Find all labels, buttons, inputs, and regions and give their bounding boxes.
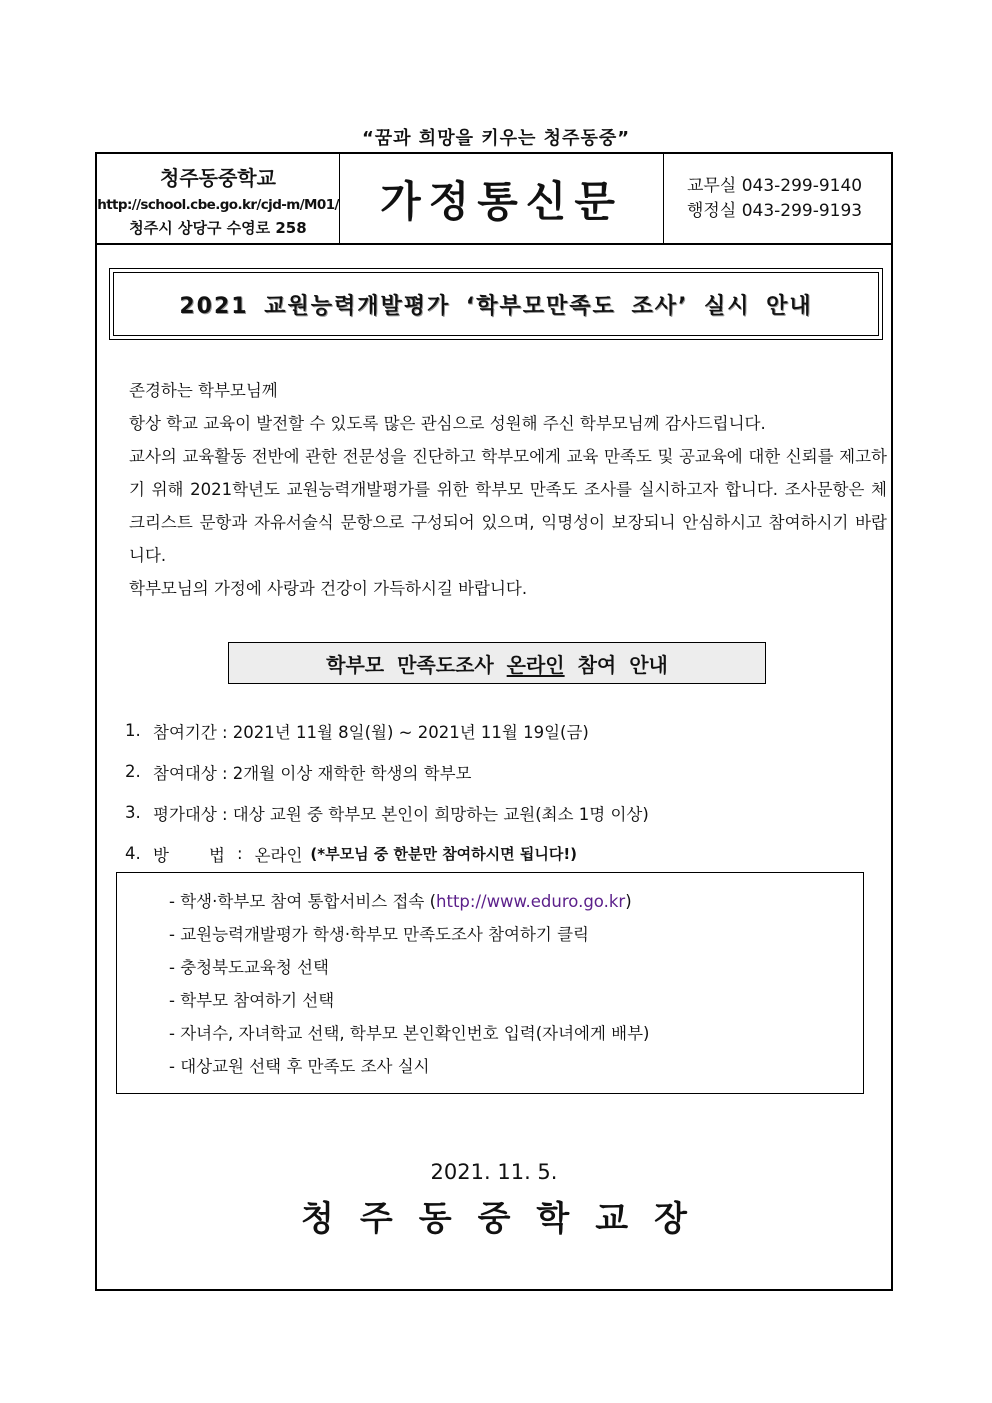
letter-paragraph: 학부모님의 가정에 사랑과 건강이 가득하시길 바랍니다. — [129, 579, 528, 598]
issue-date: 2021. 11. 5. — [430, 1160, 558, 1184]
list-item: - 학생·학부모 참여 통합서비스 접속 (http://www.eduro.go.kr) — [169, 892, 632, 911]
method-value: 온라인 — [254, 845, 303, 865]
list-item: - 학부모 참여하기 선택 — [169, 991, 335, 1010]
notice-title: 2021 교원능력개발평가 ‘학부모만족도 조사’ 실시 안내 — [179, 293, 813, 319]
principal-signature: 청주동중학교장 — [301, 1199, 713, 1239]
list-item: - 교원능력개발평가 학생·학부모 만족도조사 참여하기 클릭 — [169, 925, 589, 944]
participation-info-list — [125, 710, 649, 874]
newsletter-header — [97, 154, 891, 245]
contact-label: 행정실 — [687, 201, 737, 221]
contact-info — [687, 174, 862, 224]
list-item: - 자녀수, 자녀학교 선택, 학부모 본인확인번호 입력(자녀에게 배부) — [169, 1024, 650, 1043]
newsletter-title-cell — [340, 154, 664, 243]
letter-body — [117, 374, 887, 605]
school-name: 청주동중학교 — [160, 166, 276, 190]
contact-phone: 043-299-9140 — [741, 176, 863, 196]
online-guide-title: 학부모 만족도조사 온라인 참여 안내 — [228, 642, 766, 684]
contact-label: 교무실 — [687, 176, 737, 196]
online-emphasis: 온라인 — [506, 652, 565, 677]
participation-steps-box — [116, 872, 864, 1094]
notice-title-box — [109, 268, 883, 340]
letter-paragraph: 항상 학교 교육이 발전할 수 있도록 많은 관심으로 성원해 주신 학부모님께 감사드립니다. — [129, 414, 766, 433]
school-motto: “꿈과 희망을 키우는 청주동중” — [361, 128, 631, 149]
method-note: (*부모님 중 한분만 참여하시면 됩니다!) — [310, 845, 578, 863]
contact-phone: 043-299-9193 — [741, 201, 863, 221]
list-item: 1. 참여기간 : 2021년 11월 8일(월) ~ 2021년 11월 19일(금) — [125, 721, 589, 742]
letter-greeting: 존경하는 학부모님께 — [129, 381, 278, 400]
newsletter-frame — [95, 152, 893, 1291]
school-address: 청주시 상당구 수영로 258 — [129, 219, 307, 237]
letter-paragraph: 교사의 교육활동 전반에 관한 전문성을 진단하고 학부모에게 교육 만족도 및 공교육에 대한 신뢰를 제고하기 위해 2021학년도 교원능력개발평가를 위한 학부모 만족도 조사를 실시하고자 합니다. 조사문항은 체크리스트 문항과 자유서술식 문항으로 구성되어 있으며, 익명성이 보장되니 안심하시고 참여하시기 바랍니다. — [129, 447, 887, 565]
list-item: - 충청북도교육청 선택 — [169, 958, 329, 977]
list-item-method: 4. 방 법 : 온라인 (*부모님 중 한분만 참여하시면 됩니다!) — [125, 833, 649, 874]
eduro-link[interactable]: http://www.eduro.go.kr — [436, 892, 626, 911]
list-item: - 대상교원 선택 후 만족도 조사 실시 — [169, 1057, 430, 1076]
school-url-link[interactable]: http://school.cbe.go.kr/cjd-m/M01/ — [97, 197, 339, 213]
contact-row-office — [687, 174, 862, 199]
contact-row-admin — [687, 199, 862, 224]
list-item: 3. 평가대상 : 대상 교원 중 학부모 본인이 희망하는 교원(최소 1명 이상) — [125, 803, 649, 824]
newsletter-title: 가정통신문 — [380, 176, 623, 226]
school-info — [97, 154, 340, 243]
list-item: 2. 참여대상 : 2개월 이상 재학한 학생의 학부모 — [125, 762, 472, 783]
